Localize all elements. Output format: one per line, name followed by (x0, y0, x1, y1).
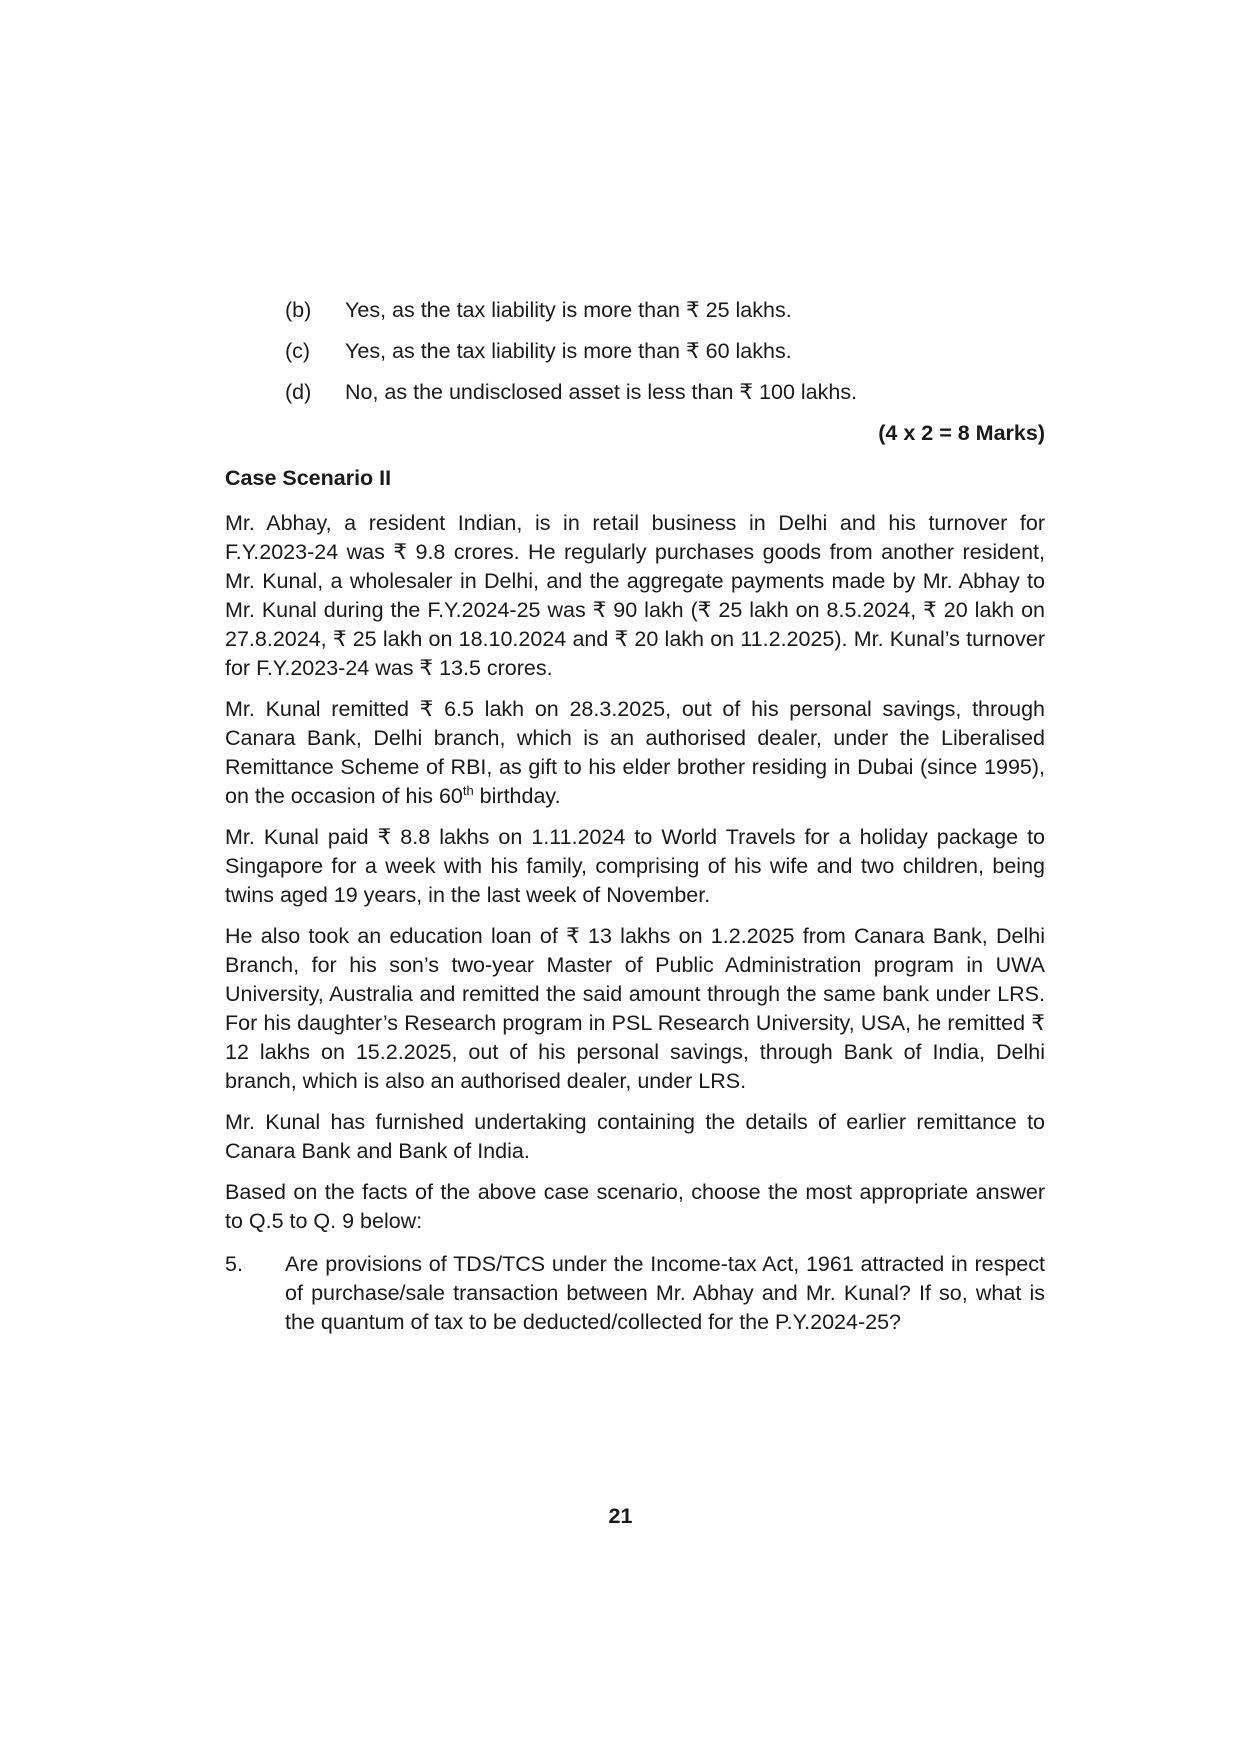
paragraph-2-text: Mr. Kunal remitted ₹ 6.5 lakh on 28.3.2025, out of his personal savings, through Canara Bank, Delhi branch, which is an authorised dealer, under the Liberalised Remittance Scheme of RBI, as gift to his elder brother residing in Dubai (since 1995), on the occasion of his 60 (225, 697, 1045, 808)
option-label: (b) (285, 298, 312, 322)
ordinal-superscript: th (462, 782, 474, 798)
option-c (285, 337, 1045, 366)
paragraph-5: Mr. Kunal has furnished undertaking containing the details of earlier remittance to Canara Bank and Bank of India. (225, 1110, 1045, 1163)
page-number: 21 (608, 1504, 633, 1528)
paragraph-2 (225, 695, 1045, 811)
paragraph-1: Mr. Abhay, a resident Indian, is in retail business in Delhi and his turnover for F.Y.2023-24 was ₹ 9.8 crores. He regularly purchases goods from another resident, Mr. Kunal, a wholesaler in Delhi, and the aggregate payments made by Mr. Abhay to Mr. Kunal during the F.Y.2024-25 was ₹ 90 lakh (₹ 25 lakh on 8.5.2024, ₹ 20 lakh on 27.8.2024, ₹ 25 lakh on 18.10.2024 and ₹ 20 lakh on 11.2.2025). Mr. Kunal’s turnover for F.Y.2023-24 was ₹ 13.5 crores. (225, 511, 1045, 680)
option-label: (d) (285, 380, 312, 404)
option-d (285, 378, 1045, 407)
option-text: Yes, as the tax liability is more than ₹ 60 lakhs. (345, 339, 792, 363)
paragraph-6: Based on the facts of the above case scenario, choose the most appropriate answer to Q.5 to Q. 9 below: (225, 1180, 1045, 1233)
paragraph-3: Mr. Kunal paid ₹ 8.8 lakhs on 1.11.2024 to World Travels for a holiday package to Singapore for a week with his family, comprising of his wife and two children, being twins aged 19 years, in the last week of November. (225, 825, 1045, 907)
case-heading: Case Scenario II (225, 466, 392, 490)
option-text: No, as the undisclosed asset is less than ₹ 100 lakhs. (345, 380, 858, 404)
option-label: (c) (285, 339, 311, 363)
option-b (285, 296, 1045, 325)
paragraph-4: He also took an education loan of ₹ 13 lakhs on 1.2.2025 from Canara Bank, Delhi Branch, for his son’s two-year Master of Public Administration program in UWA University, Australia and remitted the said amount through the same bank under LRS. For his daughter’s Research program in PSL Research University, USA, he remitted ₹ 12 lakhs on 15.2.2025, out of his personal savings, through Bank of India, Delhi branch, which is also an authorised dealer, under LRS. (225, 924, 1045, 1093)
question-number: 5. (225, 1252, 243, 1276)
question-text: Are provisions of TDS/TCS under the Income-tax Act, 1961 attracted in respect of purchase/sale transaction between Mr. Abhay and Mr. Kunal? If so, what is the quantum of tax to be deducted/collected for the P.Y.2024-25? (285, 1252, 1045, 1334)
option-text: Yes, as the tax liability is more than ₹ 25 lakhs. (345, 298, 792, 322)
page-content (225, 296, 1045, 1337)
question-5 (225, 1250, 1045, 1337)
paragraph-2-tail: birthday. (473, 784, 561, 808)
marks-label: (4 x 2 = 8 Marks) (878, 421, 1045, 445)
